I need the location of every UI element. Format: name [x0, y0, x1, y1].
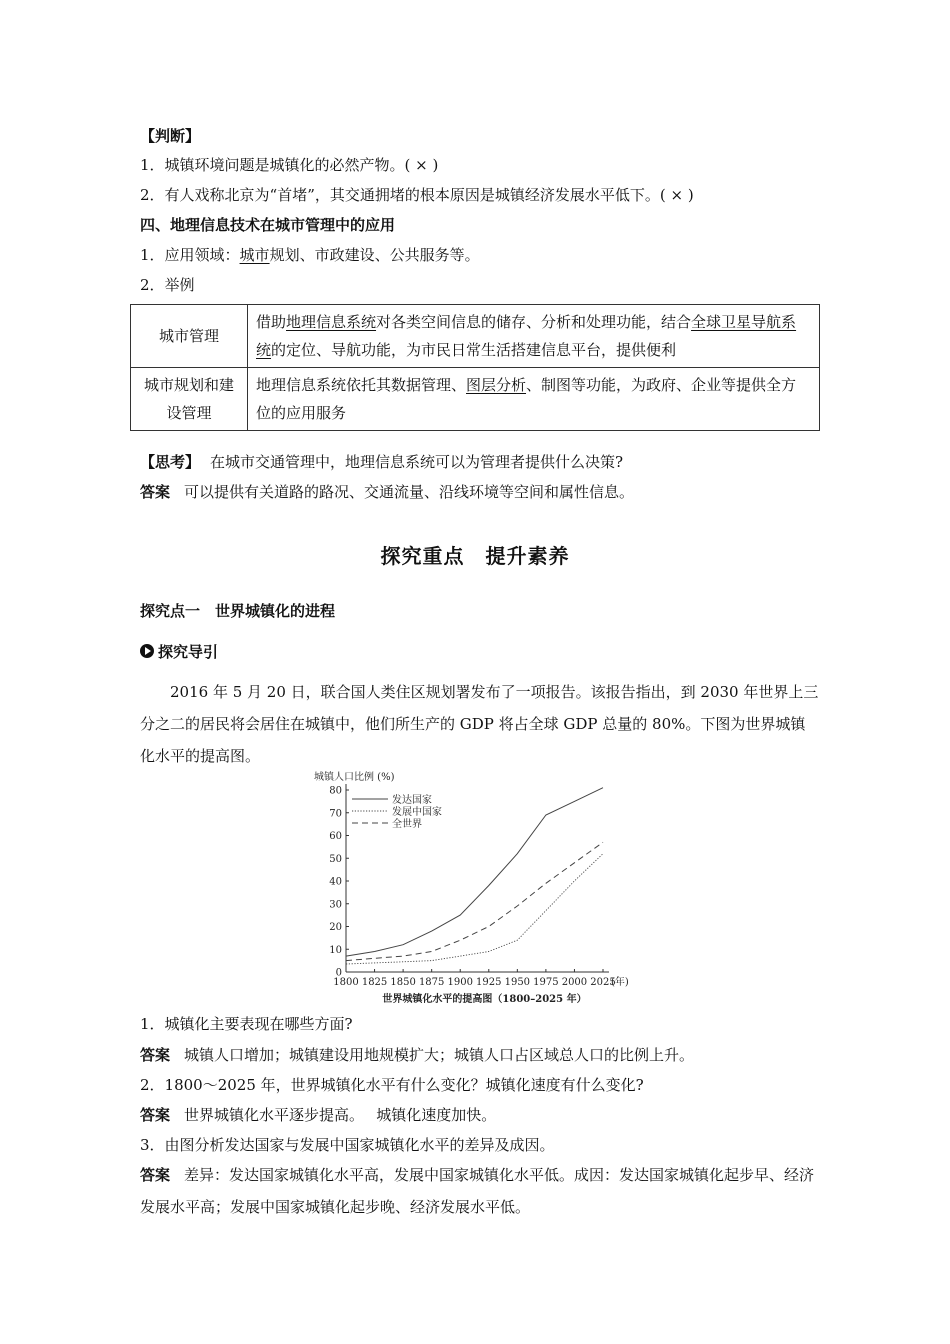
cell-underlined: 图层分析: [466, 376, 527, 394]
item1-suffix: 规划、市政建设、公共服务等。: [269, 246, 480, 264]
think-question-text: 在城市交通管理中，地理信息系统可以为管理者提供什么决策?: [210, 453, 624, 471]
table-head-cell: 城市规划和建设管理: [131, 368, 248, 431]
question-1: 1．城镇化主要表现在哪些方面?: [140, 1015, 353, 1033]
y-axis-label: 城镇人口比例 (%): [314, 772, 395, 783]
answer-3: [140, 1159, 820, 1223]
answer-1: [140, 1045, 820, 1065]
x-tick-label: 1825: [361, 977, 388, 988]
answer-2-text: 世界城镇化水平逐步提高。 城镇化速度加快。: [184, 1106, 497, 1124]
x-tick-label: 1900: [447, 977, 473, 988]
explore-guide: [140, 642, 820, 662]
section4-title: 四、地理信息技术在城市管理中的应用: [140, 216, 396, 234]
y-tick-label: 80: [329, 785, 342, 797]
legend-label: 发展中国家: [392, 807, 442, 818]
question-2: 2．1800～2025 年，世界城镇化水平有什么变化？城镇化速度有什么变化?: [140, 1076, 644, 1094]
x-tick-label: 2000: [561, 977, 588, 988]
table-row: [131, 368, 820, 431]
think-question: [140, 452, 820, 472]
judge-heading: 【判断】: [140, 127, 201, 145]
section-title: 探究重点 提升素养: [380, 544, 570, 568]
y-tick-label: 40: [329, 876, 342, 888]
answer-3-text: 差异：发达国家城镇化水平高，发展中国家城镇化水平低。成因：发达国家城镇化起步早、经济发展水平高；发展中国家城镇化起步晚、经济发展水平低。: [140, 1166, 815, 1216]
answer-label: 答案: [140, 1106, 171, 1124]
y-tick-label: 10: [329, 944, 342, 956]
explore-point-title: 探究点一 世界城镇化的进程: [140, 602, 336, 620]
x-tick-label: 1950: [504, 977, 531, 988]
guide-label: 探究导引: [158, 643, 219, 661]
section4-item-2: 2．举例: [140, 276, 195, 294]
example-table: [130, 304, 820, 431]
section4-item-1: [140, 245, 820, 265]
x-tick-label: 1875: [418, 977, 445, 988]
cell-text: 借助: [256, 313, 287, 331]
x-tick-label: 1925: [476, 977, 502, 988]
judge-item-2: 2．有人戏称北京为“首堵”，其交通拥堵的根本原因是城镇经济发展水平低下。( × ): [140, 186, 694, 204]
answer-2: [140, 1105, 820, 1125]
y-tick-label: 20: [329, 922, 342, 933]
x-tick-label: 1850: [390, 977, 416, 988]
play-circle-icon: [140, 644, 154, 658]
intro-paragraph: 2016 年 5 月 20 日，联合国人类住区规划署发布了一项报告。该报告指出，到 2030 年世界上三分之二的居民将会居住在城镇中，他们所生产的 GDP 将占全球 GDP 总量的 80%。下图为世界城镇化水平的提高图。: [140, 683, 819, 765]
answer-label: 答案: [140, 483, 171, 501]
judge-item-1: 1．城镇环境问题是城镇化的必然产物。( × ): [140, 156, 439, 174]
cell-text: 的定位、导航功能，为市民日常生活搭建信息平台，提供便利: [271, 341, 677, 359]
think-answer-text: 可以提供有关道路的路况、交通流量、沿线环境等空间和属性信息。: [184, 483, 635, 501]
y-tick-label: 50: [329, 853, 342, 865]
table-cell: [248, 368, 820, 431]
cell-underlined: 全球卫星导航系统: [256, 313, 797, 359]
question-3: 3．由图分析发达国家与发展中国家城镇化水平的差异及成因。: [140, 1136, 555, 1154]
cell-underlined: 地理信息系统: [286, 313, 377, 331]
urbanization-chart: [310, 770, 650, 1006]
item1-prefix: 1．应用领域：: [140, 246, 240, 264]
cell-text: 、制图等功能，为政府、企业等提供全方位的应用服务: [256, 376, 797, 422]
answer-1-text: 城镇人口增加；城镇建设用地规模扩大；城镇人口占区域总人口的比例上升。: [184, 1046, 695, 1064]
y-tick-label: 70: [329, 808, 342, 820]
series-line-solid: [346, 788, 603, 956]
x-tick-label: 2025: [590, 977, 616, 988]
series-line-dashed: [346, 842, 603, 960]
y-tick-label: 30: [329, 899, 342, 911]
cell-text: 地理信息系统依托其数据管理、: [256, 376, 467, 394]
y-tick-label: 60: [329, 831, 342, 842]
x-tick-label: 1800: [333, 977, 359, 988]
legend-label: 发达国家: [392, 795, 432, 806]
table-head-cell: 城市管理: [131, 305, 248, 368]
answer-label: 答案: [140, 1046, 171, 1064]
think-label: 【思考】: [140, 453, 201, 471]
think-answer: [140, 482, 820, 502]
x-tick-label: 1975: [533, 977, 559, 988]
item1-underlined: 城市: [239, 246, 270, 264]
chart-title: 世界城镇化水平的提高图（1800–2025 年）: [382, 994, 587, 1005]
legend-label: 全世界: [392, 819, 422, 830]
y-tick-label: 0: [335, 967, 342, 979]
table-row: [131, 305, 820, 368]
cell-text: 对各类空间信息的储存、分析和处理功能，结合: [376, 313, 692, 331]
answer-label: 答案: [140, 1166, 171, 1184]
table-cell: [248, 305, 820, 368]
x-unit-label: (年): [611, 977, 629, 988]
